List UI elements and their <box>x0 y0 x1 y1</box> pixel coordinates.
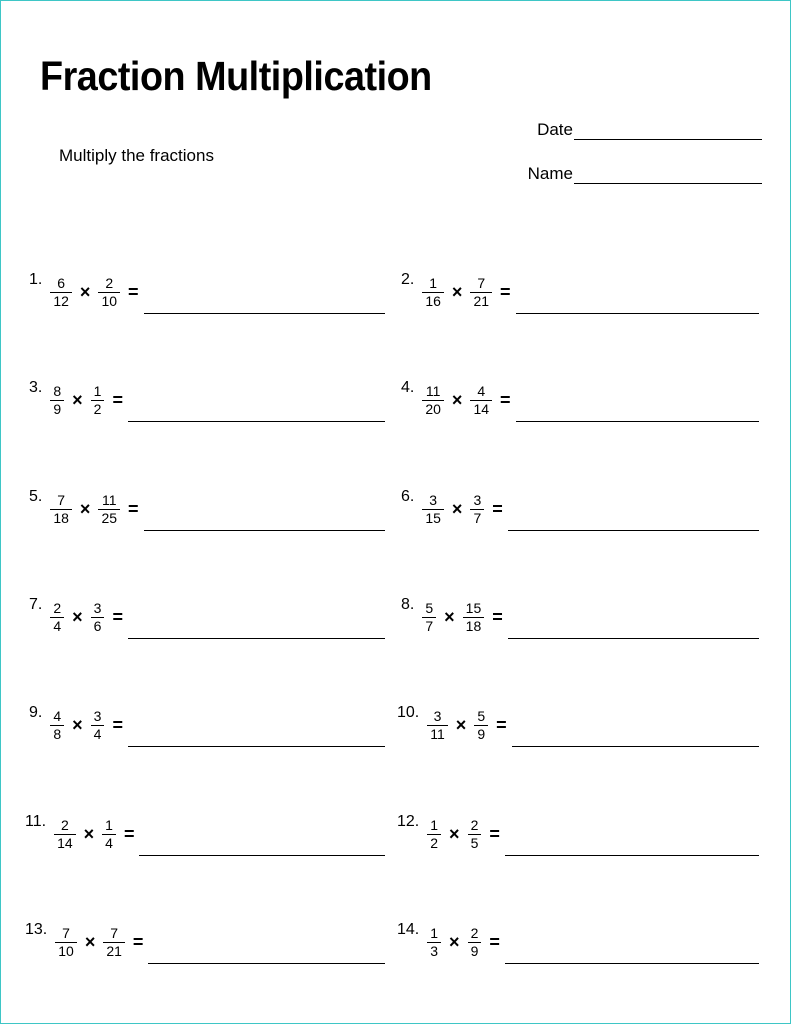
problem-3 <box>29 377 123 423</box>
equals-sign: = <box>123 823 135 844</box>
answer-line-5[interactable] <box>144 529 385 531</box>
equals-sign: = <box>500 281 511 302</box>
equals-sign: = <box>500 389 511 410</box>
fraction-a <box>427 925 441 960</box>
problem-7 <box>29 594 123 640</box>
fraction-a <box>422 383 444 418</box>
denominator: 25 <box>98 509 120 527</box>
numerator: 2 <box>470 924 479 941</box>
numerator: 7 <box>477 274 486 291</box>
denominator: 9 <box>474 725 488 743</box>
problem-number: 8. <box>401 596 415 613</box>
equals-sign: = <box>496 714 507 735</box>
fraction-b <box>463 600 485 635</box>
name-blank-line[interactable] <box>574 167 762 184</box>
problem-number: 7. <box>29 596 43 613</box>
denominator: 4 <box>91 725 105 743</box>
denominator: 21 <box>103 942 125 960</box>
numerator: 3 <box>433 707 442 724</box>
fraction-b <box>91 708 105 743</box>
fraction-b <box>468 817 482 852</box>
problem-11 <box>25 811 134 857</box>
fraction-a <box>427 708 448 743</box>
times-sign: × <box>83 823 95 844</box>
times-sign: × <box>84 931 96 952</box>
numerator: 2 <box>53 599 62 616</box>
denominator: 3 <box>427 942 441 960</box>
numerator: 1 <box>429 274 438 291</box>
problem-number: 11. <box>25 813 47 830</box>
fraction-b <box>468 925 482 960</box>
numerator: 15 <box>465 599 482 616</box>
fraction-a <box>422 492 444 527</box>
denominator: 18 <box>463 617 485 635</box>
fraction-a <box>50 275 72 310</box>
fraction-b <box>470 275 492 310</box>
problem-number: 3. <box>29 379 43 396</box>
fraction-a <box>50 492 72 527</box>
numerator: 5 <box>425 599 434 616</box>
problem-number: 1. <box>29 271 43 288</box>
times-sign: × <box>451 389 463 410</box>
numerator: 4 <box>53 707 62 724</box>
denominator: 11 <box>427 725 448 743</box>
problem-4 <box>401 377 511 423</box>
denominator: 20 <box>422 400 444 418</box>
denominator: 9 <box>468 942 482 960</box>
times-sign: × <box>455 714 467 735</box>
numerator: 1 <box>430 924 439 941</box>
numerator: 8 <box>53 382 62 399</box>
fraction-b <box>91 600 105 635</box>
denominator: 8 <box>50 725 64 743</box>
numerator: 3 <box>429 491 438 508</box>
equals-sign: = <box>492 606 503 627</box>
numerator: 6 <box>57 274 66 291</box>
instructions: Multiply the fractions <box>59 146 214 165</box>
denominator: 7 <box>422 617 436 635</box>
name-field[interactable] <box>528 164 762 184</box>
times-sign: × <box>451 281 463 302</box>
numerator: 2 <box>470 816 479 833</box>
times-sign: × <box>72 606 83 627</box>
numerator: 4 <box>477 382 486 399</box>
answer-line-13[interactable] <box>148 962 385 964</box>
answer-line-1[interactable] <box>144 312 385 314</box>
numerator: 11 <box>425 382 441 399</box>
problem-9 <box>29 702 123 748</box>
fraction-b <box>474 708 488 743</box>
denominator: 21 <box>470 292 492 310</box>
times-sign: × <box>72 714 83 735</box>
numerator: 1 <box>93 382 102 399</box>
equals-sign: = <box>489 931 500 952</box>
answer-line-12[interactable] <box>505 854 759 856</box>
answer-line-3[interactable] <box>128 420 385 422</box>
denominator: 4 <box>50 617 64 635</box>
answer-line-6[interactable] <box>508 529 759 531</box>
fraction-b <box>102 817 116 852</box>
problem-12 <box>397 811 500 857</box>
fraction-a <box>50 600 64 635</box>
times-sign: × <box>451 498 463 519</box>
fraction-b <box>91 383 105 418</box>
problem-2 <box>401 269 511 315</box>
denominator: 7 <box>470 509 484 527</box>
answer-line-8[interactable] <box>508 637 759 639</box>
problem-number: 4. <box>401 379 415 396</box>
denominator: 16 <box>422 292 444 310</box>
numerator: 3 <box>93 707 102 724</box>
numerator: 1 <box>430 816 439 833</box>
problem-13 <box>25 919 143 965</box>
equals-sign: = <box>112 389 123 410</box>
equals-sign: = <box>128 498 139 519</box>
numerator: 7 <box>57 491 66 508</box>
problem-14 <box>397 919 500 965</box>
equals-sign: = <box>492 498 503 519</box>
date-field[interactable] <box>537 120 762 140</box>
numerator: 7 <box>62 924 70 941</box>
answer-line-11[interactable] <box>139 854 385 856</box>
date-blank-line[interactable] <box>574 123 762 140</box>
numerator: 7 <box>110 924 119 941</box>
answer-line-2[interactable] <box>516 312 759 314</box>
fraction-b <box>98 492 120 527</box>
denominator: 18 <box>50 509 72 527</box>
denominator: 10 <box>98 292 120 310</box>
equals-sign: = <box>128 281 139 302</box>
problem-number: 5. <box>29 488 43 505</box>
problem-10 <box>397 702 507 748</box>
numerator: 5 <box>477 707 486 724</box>
name-label: Name <box>527 164 573 183</box>
equals-sign: = <box>112 714 123 735</box>
problem-number: 12. <box>397 813 420 830</box>
answer-line-9[interactable] <box>128 745 385 747</box>
problem-number: 6. <box>401 488 415 505</box>
numerator: 11 <box>101 491 117 508</box>
equals-sign: = <box>132 931 144 952</box>
answer-line-14[interactable] <box>505 962 759 964</box>
times-sign: × <box>449 823 460 844</box>
denominator: 5 <box>468 834 482 852</box>
problem-6 <box>401 486 503 532</box>
fraction-a <box>55 925 77 960</box>
problem-number: 13. <box>25 921 48 938</box>
answer-line-10[interactable] <box>512 745 759 747</box>
fraction-a <box>54 817 76 852</box>
answer-line-4[interactable] <box>516 420 759 422</box>
times-sign: × <box>79 281 91 302</box>
fraction-a <box>422 600 436 635</box>
fraction-b <box>470 492 484 527</box>
problem-number: 14. <box>397 921 420 938</box>
numerator: 1 <box>105 816 113 833</box>
numerator: 3 <box>473 491 482 508</box>
fraction-b <box>98 275 120 310</box>
problem-number: 2. <box>401 271 415 288</box>
denominator: 9 <box>50 400 64 418</box>
numerator: 2 <box>60 816 69 833</box>
answer-line-7[interactable] <box>128 637 385 639</box>
date-label: Date <box>537 120 573 139</box>
times-sign: × <box>444 606 455 627</box>
times-sign: × <box>79 498 91 519</box>
fraction-a <box>50 708 64 743</box>
problem-number: 9. <box>29 704 43 721</box>
problem-5 <box>29 486 139 532</box>
denominator: 2 <box>91 400 105 418</box>
times-sign: × <box>449 931 460 952</box>
problem-8 <box>401 594 503 640</box>
problem-number: 10. <box>397 704 420 721</box>
denominator: 10 <box>55 942 77 960</box>
denominator: 15 <box>422 509 444 527</box>
equals-sign: = <box>112 606 123 627</box>
equals-sign: = <box>489 823 500 844</box>
page-title: Fraction Multiplication <box>40 53 432 99</box>
numerator: 3 <box>93 599 102 616</box>
numerator: 2 <box>105 274 114 291</box>
times-sign: × <box>72 389 83 410</box>
fraction-a <box>427 817 441 852</box>
denominator: 14 <box>54 834 76 852</box>
denominator: 12 <box>50 292 72 310</box>
denominator: 2 <box>427 834 441 852</box>
fraction-a <box>50 383 64 418</box>
fraction-b <box>103 925 125 960</box>
fraction-a <box>422 275 444 310</box>
fraction-b <box>470 383 492 418</box>
denominator: 4 <box>102 834 116 852</box>
denominator: 14 <box>470 400 492 418</box>
problem-1 <box>29 269 139 315</box>
denominator: 6 <box>91 617 105 635</box>
